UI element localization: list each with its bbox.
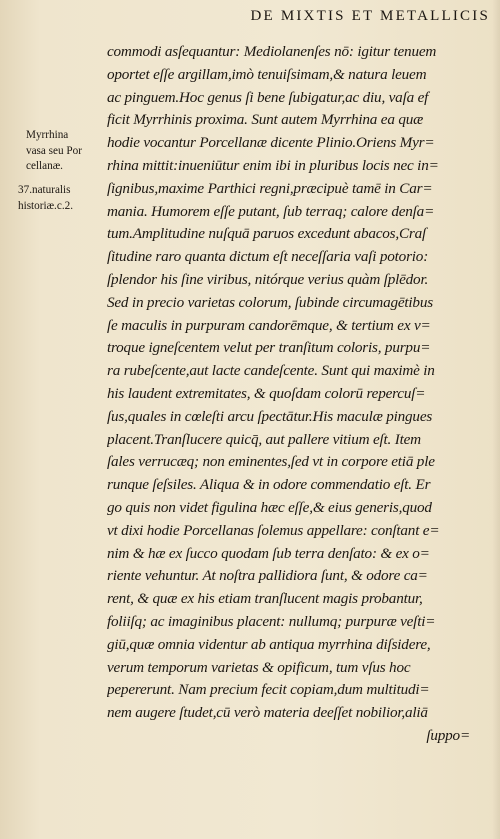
marginal-reference-line: 37.naturalis	[18, 184, 71, 196]
marginal-note	[26, 128, 108, 175]
text-line: tum.Amplitudine nuſquā paruos excedunt abacos,Craſ	[107, 225, 427, 243]
running-head: DE MIXTIS ET METALLICIS	[250, 8, 490, 24]
text-line: ficit Myrrhinis proxima. Sunt autem Myrrhina ea quæ	[107, 111, 424, 129]
text-line: ſignibus,maxime Parthici regni,præcipuè tamē in Car=	[107, 179, 433, 197]
marginal-note-line: cellanæ.	[26, 160, 63, 172]
text-line: ſus,quales in cœleſti arcu ſpectātur.His maculæ pingues	[107, 407, 433, 425]
text-line: ſplendor his ſine viribus, nitórque verius quàm ſplēdor.	[107, 270, 429, 288]
text-line: giū,quæ omnia videntur ab antiqua myrrhina diſsidere,	[107, 635, 431, 653]
text-line: hodie vocantur Porcellanæ dicente Plinio.Oriens Myr=	[107, 134, 435, 152]
body-text	[107, 41, 492, 748]
text-line: ſales verrucæq; non eminentes,ſed vt in corpore etiā ple	[107, 453, 435, 471]
text-line: rhina mittit:inueniūtur enim ibi in pluribus locis nec in=	[107, 156, 439, 174]
text-line: foliiſq; ac imaginibus placent: nullumq; purpuræ veſti=	[107, 612, 436, 630]
text-line: his laudent extremitates, & quoſdam colorū repercuſ=	[107, 384, 426, 402]
text-line: commodi asſequantur: Mediolanenſes nō: igitur tenuem	[107, 43, 437, 60]
text-line: nem augere ſtudet,cū verò materia deeſſet nobilior,aliā	[107, 704, 428, 722]
text-line: ſitudine raro quanta dictum eſt neceſſaria vaſi potorio:	[107, 248, 429, 266]
text-line: go quis non videt figulina hæc eſſe,& eius generis,quod	[107, 498, 432, 516]
marginal-reference-line: historiæ.c.2.	[18, 199, 74, 212]
text-line: riente vehuntur. At noſtra pallidiora ſunt, & odore ca=	[107, 567, 428, 585]
text-line: mania. Humorem eſſe putant, ſub terraq; calore denſa=	[107, 202, 435, 220]
marginal-note-line: vasa seu Por	[26, 144, 82, 157]
text-line: placent.Tranſlucere quicq̄, aut pallere vitium eſt. Item	[107, 430, 421, 448]
text-line: pepererunt. Nam precium fecit copiam,dum multitudi=	[107, 681, 430, 699]
marginal-note-line: Myrrhina	[26, 129, 69, 141]
text-line: verum temporum varietas & opificum, tum vſus hoc	[107, 658, 411, 676]
text-line: troque igneſcentem velut per tranſitum coloris, purpu=	[107, 339, 431, 357]
text-line: oportet eſſe argillam,imò tenuiſsimam,& natura leuem	[107, 65, 427, 83]
marginal-reference	[18, 183, 108, 214]
text-line: rent, & quæ ex his etiam tranſlucent magis probantur,	[107, 590, 423, 608]
text-line: ſe maculis in purpuram candorēmque, & tertium ex v=	[107, 316, 431, 334]
text-line: nim & hæ ex ſucco quodam ſub terra denſato: & ex o=	[107, 544, 430, 562]
catchword: ſuppo=	[426, 726, 470, 744]
text-line: Sed in precio varietas colorum, ſubinde circumagētibus	[107, 293, 433, 311]
text-line: ac pinguem.Hoc genus ſi bene ſubigatur,ac diu, vaſa ef	[107, 88, 429, 106]
text-line: runque ſeſsiles. Aliqua & in odore commendatio eſt. Er	[107, 476, 431, 494]
page-edge-shadow	[492, 0, 500, 839]
text-line: ra rubeſcente,aut lacte candeſcente. Sunt qui maximè in	[107, 362, 435, 380]
text-line: vt dixi hodie Porcellanas ſolemus appellare: conſtant e=	[107, 521, 440, 539]
